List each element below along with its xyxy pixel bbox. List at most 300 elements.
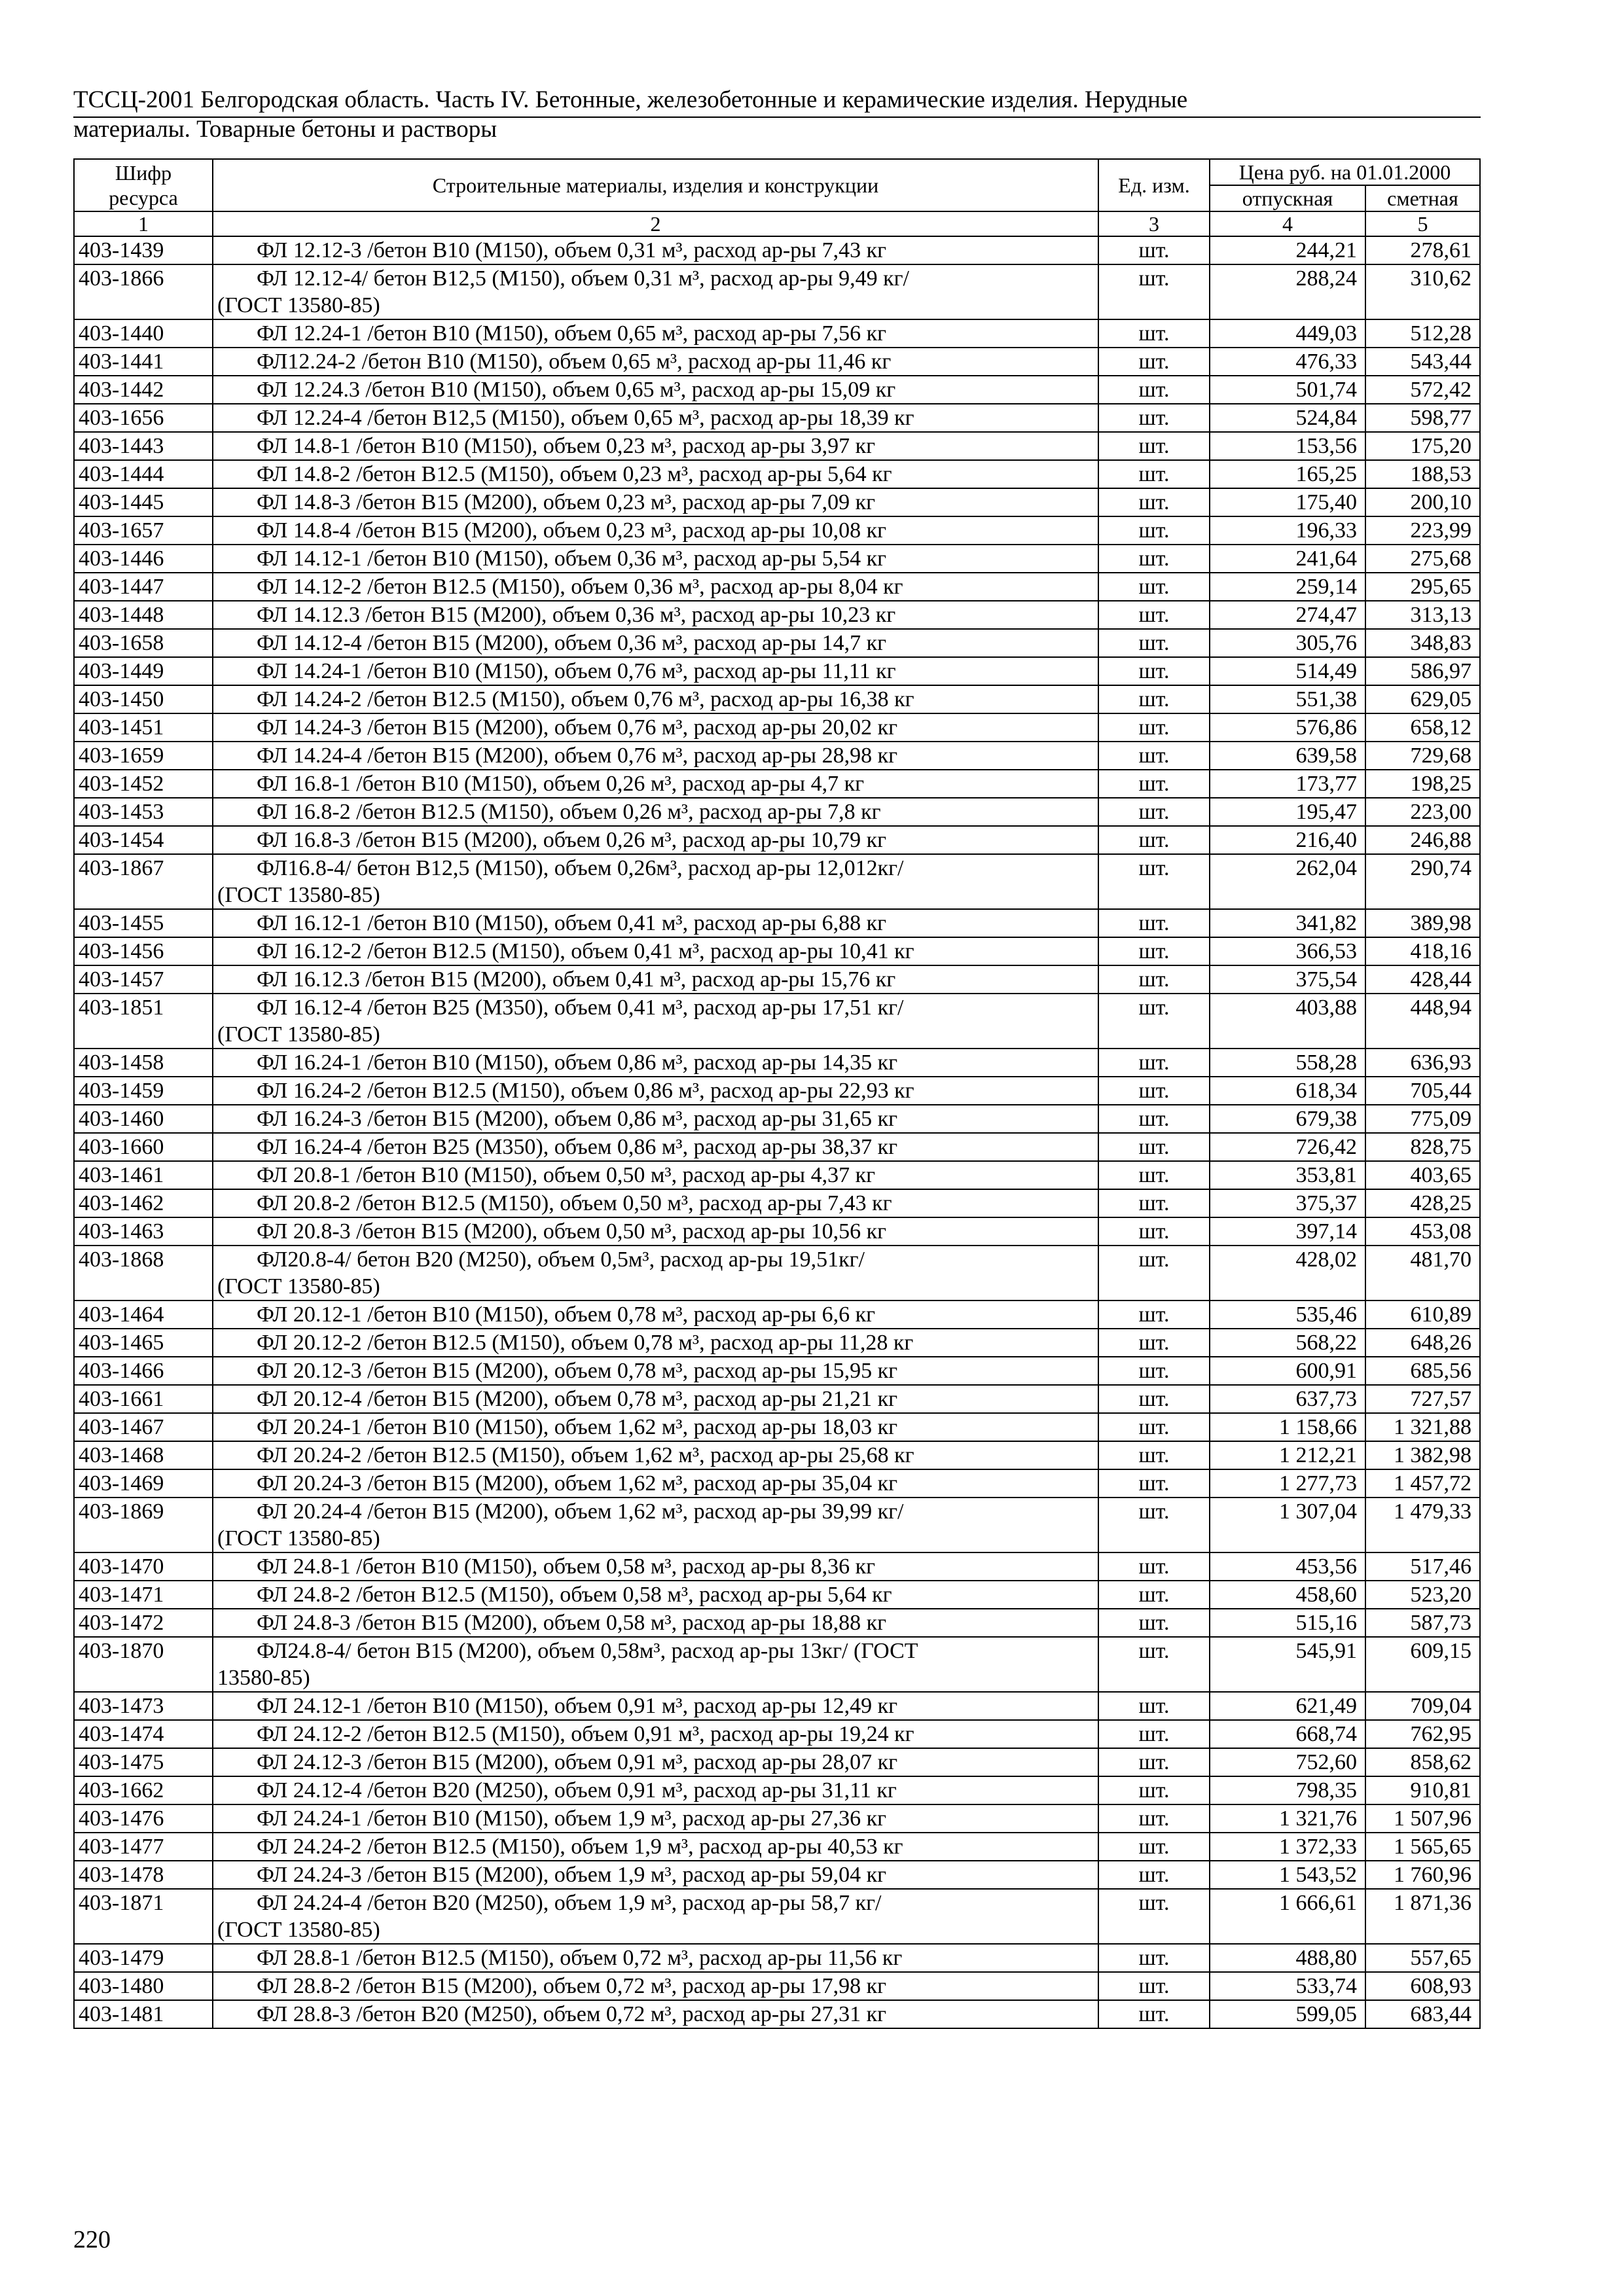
resource-code: 403-1471 — [74, 1581, 213, 1609]
material-description — [213, 1748, 1098, 1776]
resource-code: 403-1870 — [74, 1637, 213, 1692]
estimate-price: 557,65 — [1365, 1944, 1480, 1972]
table-row — [74, 1133, 1480, 1161]
header-divider — [73, 117, 1481, 118]
unit: шт. — [1098, 488, 1210, 516]
material-description — [213, 1552, 1098, 1581]
release-price: 679,38 — [1210, 1105, 1365, 1133]
table-row — [74, 1469, 1480, 1498]
material-description — [213, 545, 1098, 573]
table-row — [74, 236, 1480, 264]
table-row — [74, 319, 1480, 348]
unit: шт. — [1098, 1637, 1210, 1692]
material-description — [213, 1692, 1098, 1720]
material-description — [213, 319, 1098, 348]
estimate-price: 586,97 — [1365, 657, 1480, 685]
description-continuation: 13580-85) — [217, 1666, 310, 1690]
release-price: 637,73 — [1210, 1385, 1365, 1413]
resource-code: 403-1866 — [74, 264, 213, 319]
estimate-price: 523,20 — [1365, 1581, 1480, 1609]
unit: шт. — [1098, 1077, 1210, 1105]
estimate-price: 290,74 — [1365, 854, 1480, 909]
release-price: 274,47 — [1210, 601, 1365, 629]
column-index: 3 — [1098, 211, 1210, 236]
resource-code: 403-1447 — [74, 573, 213, 601]
unit: шт. — [1098, 657, 1210, 685]
description-line: ФЛ 20.24-1 /бетон В10 (М150), объем 1,62 м³, расход ар-ры 18,03 кг — [257, 1415, 898, 1439]
description-line: ФЛ 16.24-4 /бетон В25 (М350), объем 0,86 м³, расход ар-ры 38,37 кг — [257, 1135, 898, 1159]
table-row — [74, 1692, 1480, 1720]
description-continuation: (ГОСТ 13580-85) — [217, 1526, 380, 1551]
unit: шт. — [1098, 545, 1210, 573]
unit: шт. — [1098, 1552, 1210, 1581]
description-continuation: (ГОСТ 13580-85) — [217, 293, 380, 317]
material-description — [213, 1889, 1098, 1944]
table-row — [74, 1246, 1480, 1300]
release-price: 397,14 — [1210, 1217, 1365, 1246]
description-line: ФЛ 14.24-3 /бетон В15 (М200), объем 0,76 м³, расход ар-ры 20,02 кг — [257, 715, 898, 740]
estimate-price: 198,25 — [1365, 770, 1480, 798]
release-price: 752,60 — [1210, 1748, 1365, 1776]
estimate-price: 517,46 — [1365, 1552, 1480, 1581]
description-line: ФЛ 24.12-1 /бетон В10 (М150), объем 0,91 м³, расход ар-ры 12,49 кг — [257, 1694, 898, 1718]
material-description — [213, 1581, 1098, 1609]
estimate-price: 709,04 — [1365, 1692, 1480, 1720]
release-price: 533,74 — [1210, 1972, 1365, 2000]
material-description — [213, 2000, 1098, 2028]
unit: шт. — [1098, 348, 1210, 376]
description-line: ФЛ 14.12-4 /бетон В15 (М200), объем 0,36 м³, расход ар-ры 14,7 кг — [257, 631, 887, 655]
table-row — [74, 1300, 1480, 1329]
material-description — [213, 629, 1098, 657]
table-row — [74, 404, 1480, 432]
estimate-price: 1 382,98 — [1365, 1441, 1480, 1469]
table-row — [74, 1804, 1480, 1833]
description-line: ФЛ20.8-4/ бетон В20 (М250), объем 0,5м³, расход ар-ры 19,51кг/ — [257, 1247, 865, 1272]
material-description — [213, 826, 1098, 854]
release-price: 1 158,66 — [1210, 1413, 1365, 1441]
material-description — [213, 1105, 1098, 1133]
material-description — [213, 1637, 1098, 1692]
resource-code: 403-1444 — [74, 460, 213, 488]
description-line: ФЛ 24.8-2 /бетон В12.5 (М150), объем 0,58 м³, расход ар-ры 5,64 кг — [257, 1583, 892, 1607]
description-line: ФЛ16.8-4/ бетон В12,5 (М150), объем 0,26м³, расход ар-ры 12,012кг/ — [257, 856, 904, 880]
release-price: 165,25 — [1210, 460, 1365, 488]
description-line: ФЛ 24.12-3 /бетон В15 (М200), объем 0,91 м³, расход ар-ры 28,07 кг — [257, 1750, 898, 1774]
release-price: 453,56 — [1210, 1552, 1365, 1581]
release-price: 515,16 — [1210, 1609, 1365, 1637]
estimate-price: 610,89 — [1365, 1300, 1480, 1329]
unit: шт. — [1098, 713, 1210, 742]
release-price: 618,34 — [1210, 1077, 1365, 1105]
estimate-price: 572,42 — [1365, 376, 1480, 404]
release-price: 600,91 — [1210, 1357, 1365, 1385]
release-price: 262,04 — [1210, 854, 1365, 909]
resource-code: 403-1478 — [74, 1861, 213, 1889]
description-line: ФЛ 14.12-1 /бетон В10 (М150), объем 0,36 м³, расход ар-ры 5,54 кг — [257, 547, 887, 571]
unit: шт. — [1098, 1889, 1210, 1944]
unit: шт. — [1098, 1189, 1210, 1217]
unit: шт. — [1098, 1944, 1210, 1972]
description-line: ФЛ 14.8-2 /бетон В12.5 (М150), объем 0,23 м³, расход ар-ры 5,64 кг — [257, 462, 892, 486]
material-description — [213, 994, 1098, 1049]
resource-code: 403-1439 — [74, 236, 213, 264]
estimate-price: 418,16 — [1365, 937, 1480, 965]
resource-code: 403-1867 — [74, 854, 213, 909]
estimate-price: 403,65 — [1365, 1161, 1480, 1189]
table-row — [74, 1972, 1480, 2000]
release-price: 1 321,76 — [1210, 1804, 1365, 1833]
resource-code: 403-1662 — [74, 1776, 213, 1804]
table-row — [74, 854, 1480, 909]
resource-code: 403-1451 — [74, 713, 213, 742]
release-price: 1 543,52 — [1210, 1861, 1365, 1889]
resource-code: 403-1452 — [74, 770, 213, 798]
description-continuation: (ГОСТ 13580-85) — [217, 1274, 380, 1299]
description-line: ФЛ 16.12-2 /бетон В12.5 (М150), объем 0,41 м³, расход ар-ры 10,41 кг — [257, 939, 914, 963]
unit: шт. — [1098, 1692, 1210, 1720]
table-row — [74, 2000, 1480, 2028]
resource-code: 403-1467 — [74, 1413, 213, 1441]
unit: шт. — [1098, 770, 1210, 798]
resource-code: 403-1661 — [74, 1385, 213, 1413]
release-price: 1 212,21 — [1210, 1441, 1365, 1469]
resource-code: 403-1466 — [74, 1357, 213, 1385]
estimate-price: 910,81 — [1365, 1776, 1480, 1804]
table-row — [74, 1889, 1480, 1944]
release-price: 449,03 — [1210, 319, 1365, 348]
table-row — [74, 798, 1480, 826]
description-line: ФЛ 24.12-2 /бетон В12.5 (М150), объем 0,91 м³, расход ар-ры 19,24 кг — [257, 1722, 914, 1746]
release-price: 726,42 — [1210, 1133, 1365, 1161]
resource-code: 403-1868 — [74, 1246, 213, 1300]
unit: шт. — [1098, 1105, 1210, 1133]
material-description — [213, 770, 1098, 798]
resource-code: 403-1659 — [74, 742, 213, 770]
release-price: 244,21 — [1210, 236, 1365, 264]
table-row — [74, 1441, 1480, 1469]
header-price-group: Цена руб. на 01.01.2000 — [1210, 159, 1480, 185]
release-price: 639,58 — [1210, 742, 1365, 770]
column-index: 5 — [1365, 211, 1480, 236]
header-code: Шифр ресурса — [74, 159, 213, 211]
unit: шт. — [1098, 1972, 1210, 2000]
table-row — [74, 1357, 1480, 1385]
description-line: ФЛ 20.12-3 /бетон В15 (М200), объем 0,78 м³, расход ар-ры 15,95 кг — [257, 1359, 898, 1383]
resource-code: 403-1465 — [74, 1329, 213, 1357]
estimate-price: 648,26 — [1365, 1329, 1480, 1357]
unit: шт. — [1098, 937, 1210, 965]
unit: шт. — [1098, 1413, 1210, 1441]
table-row — [74, 937, 1480, 965]
release-price: 341,82 — [1210, 909, 1365, 937]
unit: шт. — [1098, 742, 1210, 770]
table-row — [74, 965, 1480, 994]
material-description — [213, 657, 1098, 685]
description-line: ФЛ 20.24-2 /бетон В12.5 (М150), объем 1,62 м³, расход ар-ры 25,68 кг — [257, 1443, 914, 1467]
estimate-price: 658,12 — [1365, 713, 1480, 742]
material-description — [213, 1161, 1098, 1189]
description-line: ФЛ 24.24-4 /бетон В20 (М250), объем 1,9 м³, расход ар-ры 58,7 кг/ — [257, 1891, 882, 1915]
table-row — [74, 1498, 1480, 1552]
estimate-price: 348,83 — [1365, 629, 1480, 657]
release-price: 1 307,04 — [1210, 1498, 1365, 1552]
description-line: ФЛ 24.24-3 /бетон В15 (М200), объем 1,9 м³, расход ар-ры 59,04 кг — [257, 1863, 887, 1887]
table-row — [74, 488, 1480, 516]
material-description — [213, 909, 1098, 937]
estimate-price: 1 565,65 — [1365, 1833, 1480, 1861]
resource-code: 403-1461 — [74, 1161, 213, 1189]
unit: шт. — [1098, 1161, 1210, 1189]
unit: шт. — [1098, 1609, 1210, 1637]
description-line: ФЛ 12.24-1 /бетон В10 (М150), объем 0,65 м³, расход ар-ры 7,56 кг — [257, 321, 887, 346]
column-index: 1 — [74, 211, 213, 236]
table-row — [74, 376, 1480, 404]
column-index: 2 — [213, 211, 1098, 236]
description-line: ФЛ 12.24-4 /бетон В12,5 (М150), объем 0,65 м³, расход ар-ры 18,39 кг — [257, 406, 914, 430]
release-price: 798,35 — [1210, 1776, 1365, 1804]
resource-code: 403-1462 — [74, 1189, 213, 1217]
description-line: ФЛ 12.24.3 /бетон В10 (М150), объем 0,65 м³, расход ар-ры 15,09 кг — [257, 378, 896, 402]
unit: шт. — [1098, 1861, 1210, 1889]
unit: шт. — [1098, 601, 1210, 629]
table-body — [74, 236, 1480, 2028]
estimate-price: 512,28 — [1365, 319, 1480, 348]
table-row — [74, 1161, 1480, 1189]
release-price: 621,49 — [1210, 1692, 1365, 1720]
unit: шт. — [1098, 1833, 1210, 1861]
material-description — [213, 488, 1098, 516]
material-description — [213, 1498, 1098, 1552]
description-line: ФЛ 16.8-2 /бетон В12.5 (М150), объем 0,26 м³, расход ар-ры 7,8 кг — [257, 800, 881, 824]
release-price: 259,14 — [1210, 573, 1365, 601]
description-line: ФЛ 24.8-3 /бетон В15 (М200), объем 0,58 м³, расход ар-ры 18,88 кг — [257, 1611, 887, 1635]
description-continuation: (ГОСТ 13580-85) — [217, 1022, 380, 1047]
resource-code: 403-1468 — [74, 1441, 213, 1469]
resource-code: 403-1457 — [74, 965, 213, 994]
table-row — [74, 742, 1480, 770]
description-line: ФЛ 14.8-3 /бетон В15 (М200), объем 0,23 м³, расход ар-ры 7,09 кг — [257, 490, 876, 514]
estimate-price: 828,75 — [1365, 1133, 1480, 1161]
table-row — [74, 1105, 1480, 1133]
unit: шт. — [1098, 432, 1210, 460]
material-description — [213, 854, 1098, 909]
resource-code: 403-1472 — [74, 1609, 213, 1637]
resource-code: 403-1480 — [74, 1972, 213, 2000]
table-row — [74, 601, 1480, 629]
table-row — [74, 1776, 1480, 1804]
unit: шт. — [1098, 1469, 1210, 1498]
release-price: 153,56 — [1210, 432, 1365, 460]
description-line: ФЛ 24.8-1 /бетон В10 (М150), объем 0,58 м³, расход ар-ры 8,36 кг — [257, 1554, 876, 1579]
material-description — [213, 1833, 1098, 1861]
table-row — [74, 909, 1480, 937]
description-line: ФЛ 12.12-4/ бетон В12,5 (М150), объем 0,31 м³, расход ар-ры 9,49 кг/ — [257, 266, 910, 291]
table-row — [74, 1609, 1480, 1637]
unit: шт. — [1098, 1133, 1210, 1161]
table-row — [74, 826, 1480, 854]
release-price: 488,80 — [1210, 1944, 1365, 1972]
unit: шт. — [1098, 1441, 1210, 1469]
resource-code: 403-1470 — [74, 1552, 213, 1581]
material-description — [213, 1609, 1098, 1637]
table-row — [74, 657, 1480, 685]
release-price: 375,54 — [1210, 965, 1365, 994]
estimate-price: 762,95 — [1365, 1720, 1480, 1748]
material-description — [213, 965, 1098, 994]
resource-code: 403-1463 — [74, 1217, 213, 1246]
estimate-price: 428,44 — [1365, 965, 1480, 994]
table-row — [74, 1720, 1480, 1748]
table-row — [74, 1189, 1480, 1217]
resource-code: 403-1455 — [74, 909, 213, 937]
table-row — [74, 1833, 1480, 1861]
table-header-row — [74, 159, 1480, 185]
unit: шт. — [1098, 1581, 1210, 1609]
table-row — [74, 1552, 1480, 1581]
resource-code: 403-1476 — [74, 1804, 213, 1833]
description-line: ФЛ 16.24-1 /бетон В10 (М150), объем 0,86 м³, расход ар-ры 14,35 кг — [257, 1050, 898, 1075]
description-line: ФЛ 16.8-3 /бетон В15 (М200), объем 0,26 м³, расход ар-ры 10,79 кг — [257, 828, 887, 852]
description-continuation: (ГОСТ 13580-85) — [217, 883, 380, 907]
resource-code: 403-1469 — [74, 1469, 213, 1498]
estimate-price: 188,53 — [1365, 460, 1480, 488]
estimate-price: 587,73 — [1365, 1609, 1480, 1637]
estimate-price: 448,94 — [1365, 994, 1480, 1049]
estimate-price: 275,68 — [1365, 545, 1480, 573]
estimate-price: 1 871,36 — [1365, 1889, 1480, 1944]
resource-code: 403-1851 — [74, 994, 213, 1049]
table-row — [74, 432, 1480, 460]
resource-code: 403-1658 — [74, 629, 213, 657]
unit: шт. — [1098, 1804, 1210, 1833]
unit: шт. — [1098, 404, 1210, 432]
unit: шт. — [1098, 1049, 1210, 1077]
description-line: ФЛ 28.8-3 /бетон В20 (М250), объем 0,72 м³, расход ар-ры 27,31 кг — [257, 2002, 887, 2026]
description-line: ФЛ 14.8-1 /бетон В10 (М150), объем 0,23 м³, расход ар-ры 3,97 кг — [257, 434, 876, 458]
resource-code: 403-1448 — [74, 601, 213, 629]
estimate-price: 598,77 — [1365, 404, 1480, 432]
unit: шт. — [1098, 516, 1210, 545]
description-line: ФЛ 28.8-1 /бетон В12.5 (М150), объем 0,72 м³, расход ар-ры 11,56 кг — [257, 1946, 903, 1970]
unit: шт. — [1098, 236, 1210, 264]
release-price: 196,33 — [1210, 516, 1365, 545]
resource-code: 403-1450 — [74, 685, 213, 713]
material-description — [213, 1944, 1098, 1972]
resource-code: 403-1657 — [74, 516, 213, 545]
description-line: ФЛ 14.24-1 /бетон В10 (М150), объем 0,76 м³, расход ар-ры 11,11 кг — [257, 659, 896, 683]
table-row — [74, 713, 1480, 742]
material-description — [213, 1972, 1098, 2000]
release-price: 576,86 — [1210, 713, 1365, 742]
estimate-price: 223,00 — [1365, 798, 1480, 826]
material-description — [213, 376, 1098, 404]
description-line: ФЛ12.24-2 /бетон В10 (М150), объем 0,65 м³, расход ар-ры 11,46 кг — [257, 350, 892, 374]
estimate-price: 1 457,72 — [1365, 1469, 1480, 1498]
unit: шт. — [1098, 1498, 1210, 1552]
release-price: 545,91 — [1210, 1637, 1365, 1692]
release-price: 551,38 — [1210, 685, 1365, 713]
table-row — [74, 1748, 1480, 1776]
material-description — [213, 573, 1098, 601]
release-price: 458,60 — [1210, 1581, 1365, 1609]
table-row — [74, 994, 1480, 1049]
release-price: 216,40 — [1210, 826, 1365, 854]
material-description — [213, 713, 1098, 742]
material-description — [213, 798, 1098, 826]
description-line: ФЛ 16.24-3 /бетон В15 (М200), объем 0,86 м³, расход ар-ры 31,65 кг — [257, 1107, 898, 1131]
material-description — [213, 1861, 1098, 1889]
page-number: 220 — [73, 2226, 111, 2253]
release-price: 375,37 — [1210, 1189, 1365, 1217]
description-line: ФЛ 24.12-4 /бетон В20 (М250), объем 0,91 м³, расход ар-ры 31,11 кг — [257, 1778, 897, 1803]
release-price: 366,53 — [1210, 937, 1365, 965]
unit: шт. — [1098, 264, 1210, 319]
unit: шт. — [1098, 1720, 1210, 1748]
resource-code: 403-1445 — [74, 488, 213, 516]
estimate-price: 609,15 — [1365, 1637, 1480, 1692]
estimate-price: 608,93 — [1365, 1972, 1480, 2000]
description-line: ФЛ 20.8-1 /бетон В10 (М150), объем 0,50 м³, расход ар-ры 4,37 кг — [257, 1163, 876, 1187]
resource-code: 403-1459 — [74, 1077, 213, 1105]
release-price: 599,05 — [1210, 2000, 1365, 2028]
release-price: 668,74 — [1210, 1720, 1365, 1748]
release-price: 353,81 — [1210, 1161, 1365, 1189]
table-row — [74, 1944, 1480, 1972]
release-price: 568,22 — [1210, 1329, 1365, 1357]
estimate-price: 636,93 — [1365, 1049, 1480, 1077]
release-price: 305,76 — [1210, 629, 1365, 657]
release-price: 428,02 — [1210, 1246, 1365, 1300]
material-description — [213, 1049, 1098, 1077]
release-price: 501,74 — [1210, 376, 1365, 404]
resource-code: 403-1481 — [74, 2000, 213, 2028]
unit: шт. — [1098, 994, 1210, 1049]
header-line-1: ТССЦ-2001 Белгородская область. Часть IV. Бетонные, железобетонные и керамические изделия. Нерудные — [73, 86, 1188, 113]
material-description — [213, 1441, 1098, 1469]
column-index-row — [74, 211, 1480, 236]
unit: шт. — [1098, 2000, 1210, 2028]
estimate-price: 428,25 — [1365, 1189, 1480, 1217]
release-price: 403,88 — [1210, 994, 1365, 1049]
material-description — [213, 742, 1098, 770]
estimate-price: 683,44 — [1365, 2000, 1480, 2028]
unit: шт. — [1098, 376, 1210, 404]
estimate-price: 727,57 — [1365, 1385, 1480, 1413]
material-description — [213, 432, 1098, 460]
estimate-price: 629,05 — [1365, 685, 1480, 713]
header-description: Строительные материалы, изделия и конструкции — [213, 159, 1098, 211]
material-description — [213, 1329, 1098, 1357]
description-line: ФЛ 28.8-2 /бетон В15 (М200), объем 0,72 м³, расход ар-ры 17,98 кг — [257, 1974, 887, 1998]
resource-code: 403-1660 — [74, 1133, 213, 1161]
header-unit: Ед. изм. — [1098, 159, 1210, 211]
release-price: 195,47 — [1210, 798, 1365, 826]
unit: шт. — [1098, 1300, 1210, 1329]
description-line: ФЛ 20.12-1 /бетон В10 (М150), объем 0,78 м³, расход ар-ры 6,6 кг — [257, 1302, 876, 1327]
material-description — [213, 937, 1098, 965]
estimate-price: 1 321,88 — [1365, 1413, 1480, 1441]
material-description — [213, 404, 1098, 432]
table-row — [74, 1217, 1480, 1246]
estimate-price: 278,61 — [1365, 236, 1480, 264]
material-description — [213, 1357, 1098, 1385]
release-price: 524,84 — [1210, 404, 1365, 432]
description-line: ФЛ 20.8-3 /бетон В15 (М200), объем 0,50 м³, расход ар-ры 10,56 кг — [257, 1219, 887, 1244]
material-description — [213, 1804, 1098, 1833]
header-estimate-price: сметная — [1365, 185, 1480, 211]
description-line: ФЛ 20.12-2 /бетон В12.5 (М150), объем 0,78 м³, расход ар-ры 11,28 кг — [257, 1331, 914, 1355]
